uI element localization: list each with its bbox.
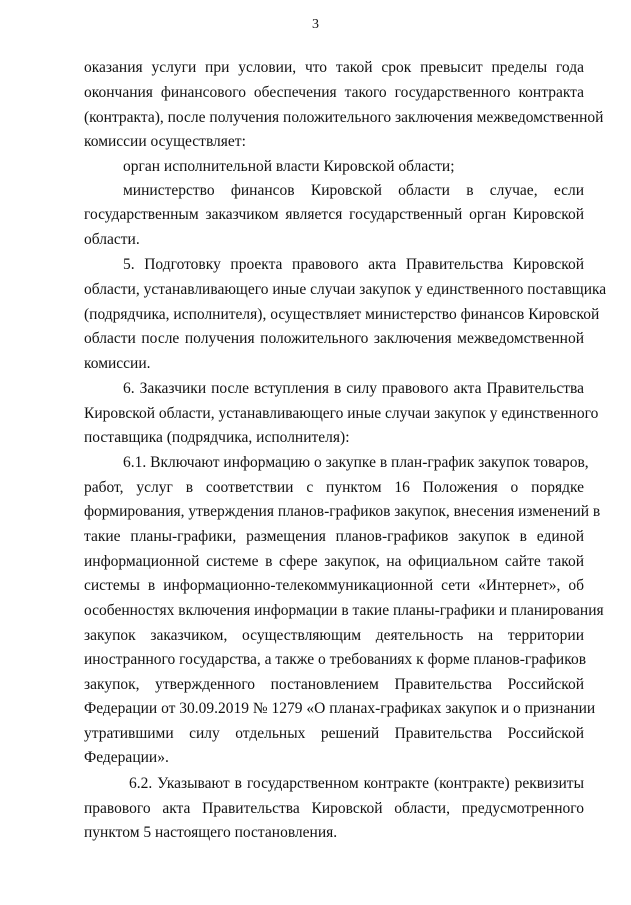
text-line: (подрядчика, исполнителя), осуществляет министерство финансов Кировской [84, 306, 600, 323]
text-line: 6.1. Включают информацию о закупке в план-график закупок товаров, [123, 454, 589, 471]
text-line: Федерации». [84, 749, 169, 766]
text-line: закупок, утвержденного постановлением Правительства Российской [84, 676, 584, 693]
text-line: (контракта), после получения положительного заключения межведомственной [84, 109, 604, 126]
text-line: орган исполнительной власти Кировской области; [123, 158, 455, 175]
text-line: государственным заказчиком является государственный орган Кировской [84, 206, 584, 223]
text-line: 6.2. Указывают в государственном контракте (контракте) реквизиты [129, 775, 584, 792]
text-line: такие планы-графики, размещения планов-графиков закупок в единой [84, 528, 584, 545]
text-line: утратившими силу отдельных решений Правительства Российской [84, 725, 584, 742]
text-line: иностранного государства, а также о требованиях к форме планов-графиков [84, 651, 587, 668]
text-line: работ, услуг в соответствии с пунктом 16 Положения о порядке [84, 479, 584, 496]
text-line: области после получения положительного заключения межведомственной [84, 330, 584, 347]
text-line: Федерации от 30.09.2019 № 1279 «О планах-графиках закупок и о признании [84, 700, 596, 717]
text-line: системы в информационно-телекоммуникационной сети «Интернет», об [84, 577, 584, 594]
text-line: пунктом 5 настоящего постановления. [84, 824, 338, 841]
text-line: Кировской области, устанавливающего иные случаи закупок у единственного [84, 405, 599, 422]
text-line: комиссии осуществляет: [84, 133, 246, 150]
text-line: окончания финансового обеспечения такого государственного контракта [84, 84, 584, 101]
text-line: закупок заказчиком, осуществляющим деятельность на территории [84, 627, 584, 644]
text-line: информационной системе в сфере закупок, на официальном сайте такой [84, 553, 584, 570]
text-line: оказания услуги при условии, что такой срок превысит пределы года [84, 59, 584, 76]
text-line: области, устанавливающего иные случаи закупок у единственного поставщика [84, 281, 607, 298]
text-line: правового акта Правительства Кировской области, предусмотренного [84, 800, 584, 817]
text-line: поставщика (подрядчика, исполнителя): [84, 429, 350, 446]
text-line: особенностях включения информации в такие планы-графики и планирования [84, 602, 604, 619]
text-line: комиссии. [84, 355, 151, 372]
page-number: 3 [312, 17, 319, 32]
text-line: формирования, утверждения планов-графиков закупок, внесения изменений в [84, 503, 601, 520]
text-line: 5. Подготовку проекта правового акта Правительства Кировской [123, 256, 584, 273]
text-line: министерство финансов Кировской области в случае, если [123, 182, 584, 199]
text-line: области. [84, 231, 140, 248]
text-line: 6. Заказчики после вступления в силу правового акта Правительства [123, 380, 584, 397]
